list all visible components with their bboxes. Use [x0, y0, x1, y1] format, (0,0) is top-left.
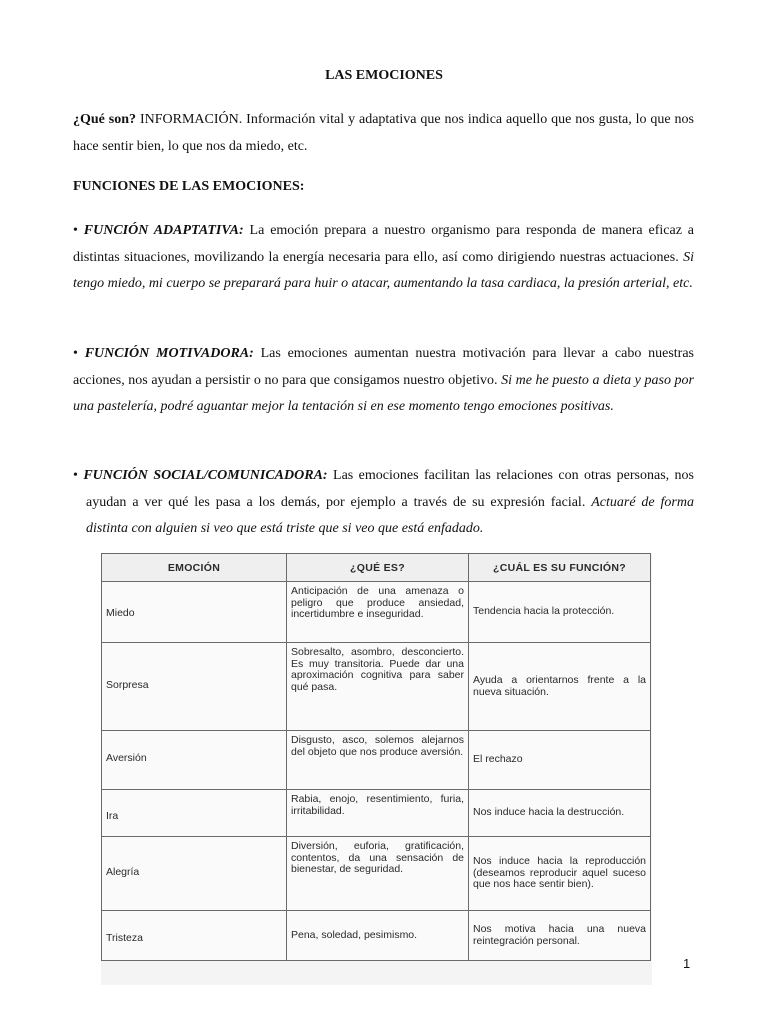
intro-paragraph	[73, 107, 694, 160]
function-adaptive-name: FUNCIÓN ADAPTATIVA:	[83, 223, 244, 238]
emotion-cell: Sorpresa	[102, 643, 287, 731]
table-row	[102, 731, 651, 790]
definition-cell: Rabia, enojo, resentimiento, furia, irritabilidad.	[287, 790, 469, 837]
function-cell: Ayuda a orientarnos frente a la nueva situación.	[469, 643, 651, 731]
function-adaptive-text: La emoción prepara a nuestro organismo para responda de manera eficaz a distintas situaciones, movilizando la energía necesaria para ello, así como dirigiendo nuestras actuaciones.	[73, 223, 695, 265]
function-social-body	[73, 463, 694, 543]
functions-heading: FUNCIONES DE LAS EMOCIONES:	[73, 179, 305, 194]
function-cell: Nos induce hacia la destrucción.	[469, 790, 651, 837]
page-number: 1	[683, 956, 691, 971]
function-cell: Tendencia hacia la protección.	[469, 582, 651, 643]
table-row	[102, 582, 651, 643]
function-cell: El rechazo	[469, 731, 651, 790]
definition-cell: Disgusto, asco, solemos alejarnos del objeto que nos produce aversión.	[287, 731, 469, 790]
intro-label: ¿Qué son?	[73, 112, 137, 127]
function-motivational-paragraph	[73, 341, 694, 421]
table-row	[102, 643, 651, 731]
header-what-is: ¿QUÉ ES?	[287, 554, 469, 582]
definition-cell: Anticipación de una amenaza o peligro que produce ansiedad, incertidumbre e inseguridad.	[287, 582, 469, 643]
table-row	[102, 837, 651, 911]
emotions-table-image	[101, 553, 652, 985]
function-motivational-text: Las emociones aumentan nuestra motivación para llevar a cabo nuestras acciones, nos ayudan a persistir o no para que consigamos nuestro objetivo.	[73, 346, 694, 388]
table-row	[102, 911, 651, 961]
header-emotion: EMOCIÓN	[102, 554, 287, 582]
function-social-example: Actuaré de forma distinta con alguien si veo que está triste que si veo que está enfadado.	[86, 494, 694, 537]
emotion-cell: Miedo	[102, 582, 287, 643]
function-social-text: Las emociones facilitan las relaciones con otras personas, nos ayudan a ver qué les pasa a los demás, por ejemplo a través de su expresión facial.	[86, 468, 695, 510]
function-social-name: FUNCIÓN SOCIAL/COMUNICADORA:	[83, 468, 328, 483]
function-cell: Nos induce hacia la reproducción (deseamos reproducir aquel suceso que nos hace sentir bien).	[469, 837, 651, 911]
bullet: •	[73, 346, 85, 361]
definition-cell: Pena, soledad, pesimismo.	[287, 911, 469, 961]
emotion-cell: Alegría	[102, 837, 287, 911]
intro-text: INFORMACIÓN. Información vital y adaptativa que nos indica aquello que nos gusta, lo que nos hace sentir bien, lo que nos da miedo, etc.	[73, 112, 695, 154]
emotion-cell: Tristeza	[102, 911, 287, 961]
function-social-paragraph	[73, 463, 694, 543]
function-adaptive-example: Si tengo miedo, mi cuerpo se preparará para huir o atacar, aumentando la tasa cardiaca, la presión arterial, etc.	[73, 249, 694, 292]
function-cell: Nos motiva hacia una nueva reintegración personal.	[469, 911, 651, 961]
emotions-table	[101, 553, 651, 961]
bullet: •	[73, 468, 84, 483]
definition-cell: Diversión, euforia, gratificación, contentos, da una sensación de bienestar, de seguridad.	[287, 837, 469, 911]
bullet: •	[73, 223, 84, 238]
document-title: LAS EMOCIONES	[325, 68, 443, 83]
table-header-row	[102, 554, 651, 582]
function-adaptive-paragraph	[73, 218, 694, 298]
header-function: ¿CUÁL ES SU FUNCIÓN?	[469, 554, 651, 582]
emotion-cell: Aversión	[102, 731, 287, 790]
emotion-cell: Ira	[102, 790, 287, 837]
function-motivational-example: Si me he puesto a dieta y paso por una pastelería, podré aguantar mejor la tentación si en ese momento tengo emociones positivas.	[73, 372, 694, 415]
function-motivational-name: FUNCIÓN MOTIVADORA:	[84, 346, 254, 361]
table-row	[102, 790, 651, 837]
definition-cell: Sobresalto, asombro, desconcierto. Es muy transitoria. Puede dar una aproximación cognitiva para saber qué pasa.	[287, 643, 469, 731]
